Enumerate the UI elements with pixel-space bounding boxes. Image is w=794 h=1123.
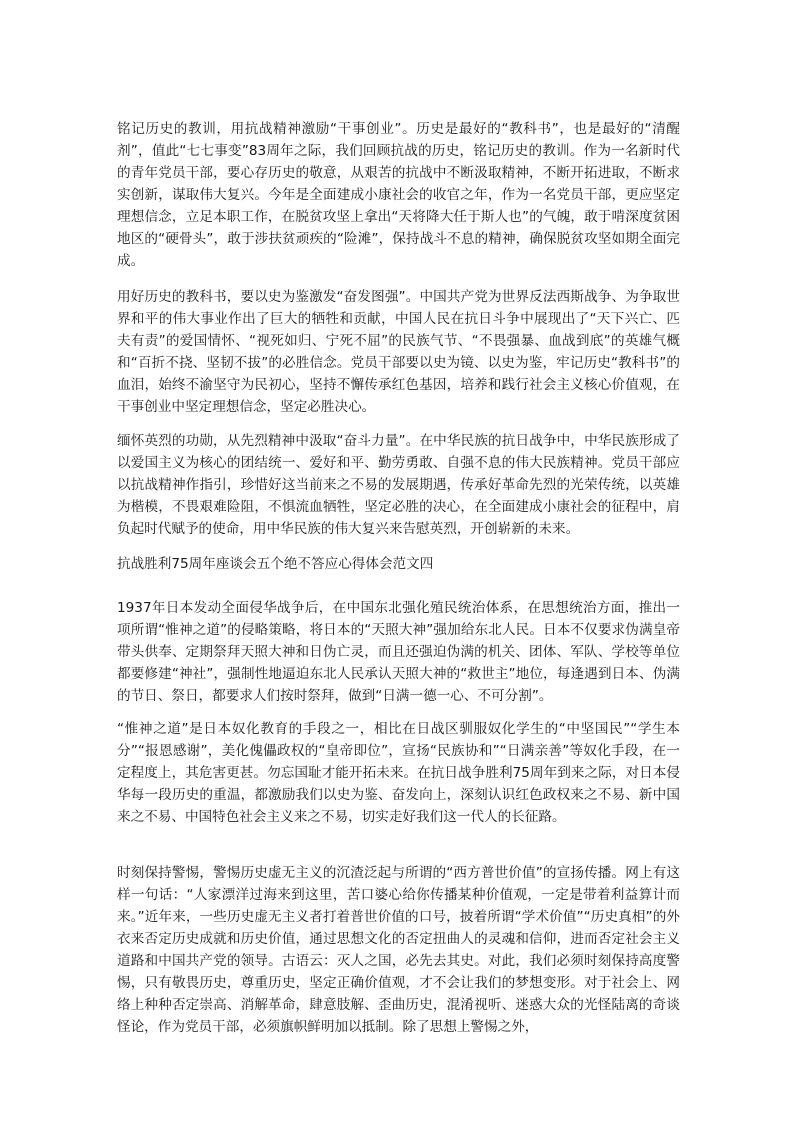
paragraph-3: 缅怀英烈的功勋，从先烈精神中汲取“奋斗力量”。在中华民族的抗日战争中，中华民族形成了以爱国主义为核心的团结统一、爱好和平、勤劳勇敢、自强不息的伟大民族精神。党员干部应以抗战精神作指引，珍惜好这当前来之不易的发展期遇，传承好革命先烈的光荣传统，以英雄为楷模，不畏艰难险阻，不惧流血牺牲，坚定必胜的决心，在全面建成小康社会的征程中，肩负起时代赋予的使命，用中华民族的伟大复兴来告慰英烈，开创崭新的未来。	[117, 433, 680, 537]
paragraph-6: 时刻保持警惕，警惕历史虚无主义的沉渣泛起与所谓的“西方普世价值”的宣扬传播。网上有这样一句话：“人家漂洋过海来到这里，苦口婆心给你传播某种价值观，一定是带着利益算计而来。”近年来，一些历史虚无主义者打着普世价值的口号，披着所谓“学术价值”“历史真相”的外衣来否定历史成就和历史价值，通过思想文化的否定扭曲人的灵魂和信仰，进而否定社会主义道路和中国共产党的领导。古语云：灭人之国，必先去其史。对此，我们必须时刻保持高度警惕，只有敬畏历史，尊重历史，坚定正确价值观，才不会让我们的梦想变形。对于社会上、网络上种种否定崇高、消解革命，肆意肢解、歪曲历史，混淆视听、迷惑大众的光怪陆离的奇谈怪论，作为党员干部，必须旗帜鲜明加以抵制。除了思想上警惕之外，	[117, 865, 680, 1035]
paragraph-5: “惟神之道”是日本奴化教育的手段之一，相比在日战区驯服奴化学生的“中坚国民”“学生本分”“报恩感谢”，美化傀儡政权的“皇帝即位”，宣扬“民族协和”“日满亲善”等奴化手段，在一定程度上，其危害更甚。勿忘国耻才能开拓未来。在抗日战争胜利75周年到来之际，对日本侵华每一段历史的重温，都激励我们以史为鉴、奋发向上，深刻认识红色政权来之不易、新中国来之不易、中国特色社会主义来之不易，切实走好我们这一代人的长征路。	[117, 721, 680, 825]
paragraph-1: 铭记历史的教训，用抗战精神激励“干事创业”。历史是最好的“教科书”，也是最好的“清醒剂”，值此“七七事变”83周年之际，我们回顾抗战的历史，铭记历史的教训。作为一名新时代的青年党员干部，要心存历史的敬意，从艰苦的抗战中不断汲取精神，不断开拓进取，不断求实创新，谋取伟大复兴。今年是全面建成小康社会的收官之年，作为一名党员干部，更应坚定理想信念，立足本职工作，在脱贫攻坚上拿出“天将降大任于斯人也”的气魄，敢于啃深度贫困地区的“硬骨头”，敢于涉扶贫顽疾的“险滩”，保持战斗不息的精神，确保脱贫攻坚如期全面完成。	[117, 121, 680, 269]
paragraph-2: 用好历史的教科书，要以史为鉴激发“奋发图强”。中国共产党为世界反法西斯战争、为争取世界和平的伟大事业作出了巨大的牺牲和贡献，中国人民在抗日斗争中展现出了“天下兴亡、匹夫有责”的爱国情怀、“视死如归、宁死不屈”的民族气节、“不畏强暴、血战到底”的英雄气概和“百折不挠、坚韧不拔”的必胜信念。党员干部要以史为镜、以史为鉴，牢记历史“教科书”的血泪，始终不渝坚守为民初心，坚持不懈传承红色基因，培养和践行社会主义核心价值观，在干事创业中坚定理想信念，坚定必胜决心。	[117, 289, 680, 415]
paragraph-4: 1937年日本发动全面侵华战争后，在中国东北强化殖民统治体系，在思想统治方面，推出一项所谓“惟神之道”的侵略策略，将日本的“天照大神”强加给东北人民。日本不仅要求伪满皇帝带头供奉、定期祭拜天照大神和日伪亡灵，而且还强迫伪满的机关、团体、军队、学校等单位都要修建“神社”，强制性地逼迫东北人民承认天照大神的“救世主”地位，每逢遇到日本、伪满的节日、祭日，都要求人们按时祭拜，做到“日满一德一心、不可分割”。	[117, 600, 680, 704]
section-heading: 抗战胜利75周年座谈会五个绝不答应心得体会范文四	[117, 556, 434, 572]
